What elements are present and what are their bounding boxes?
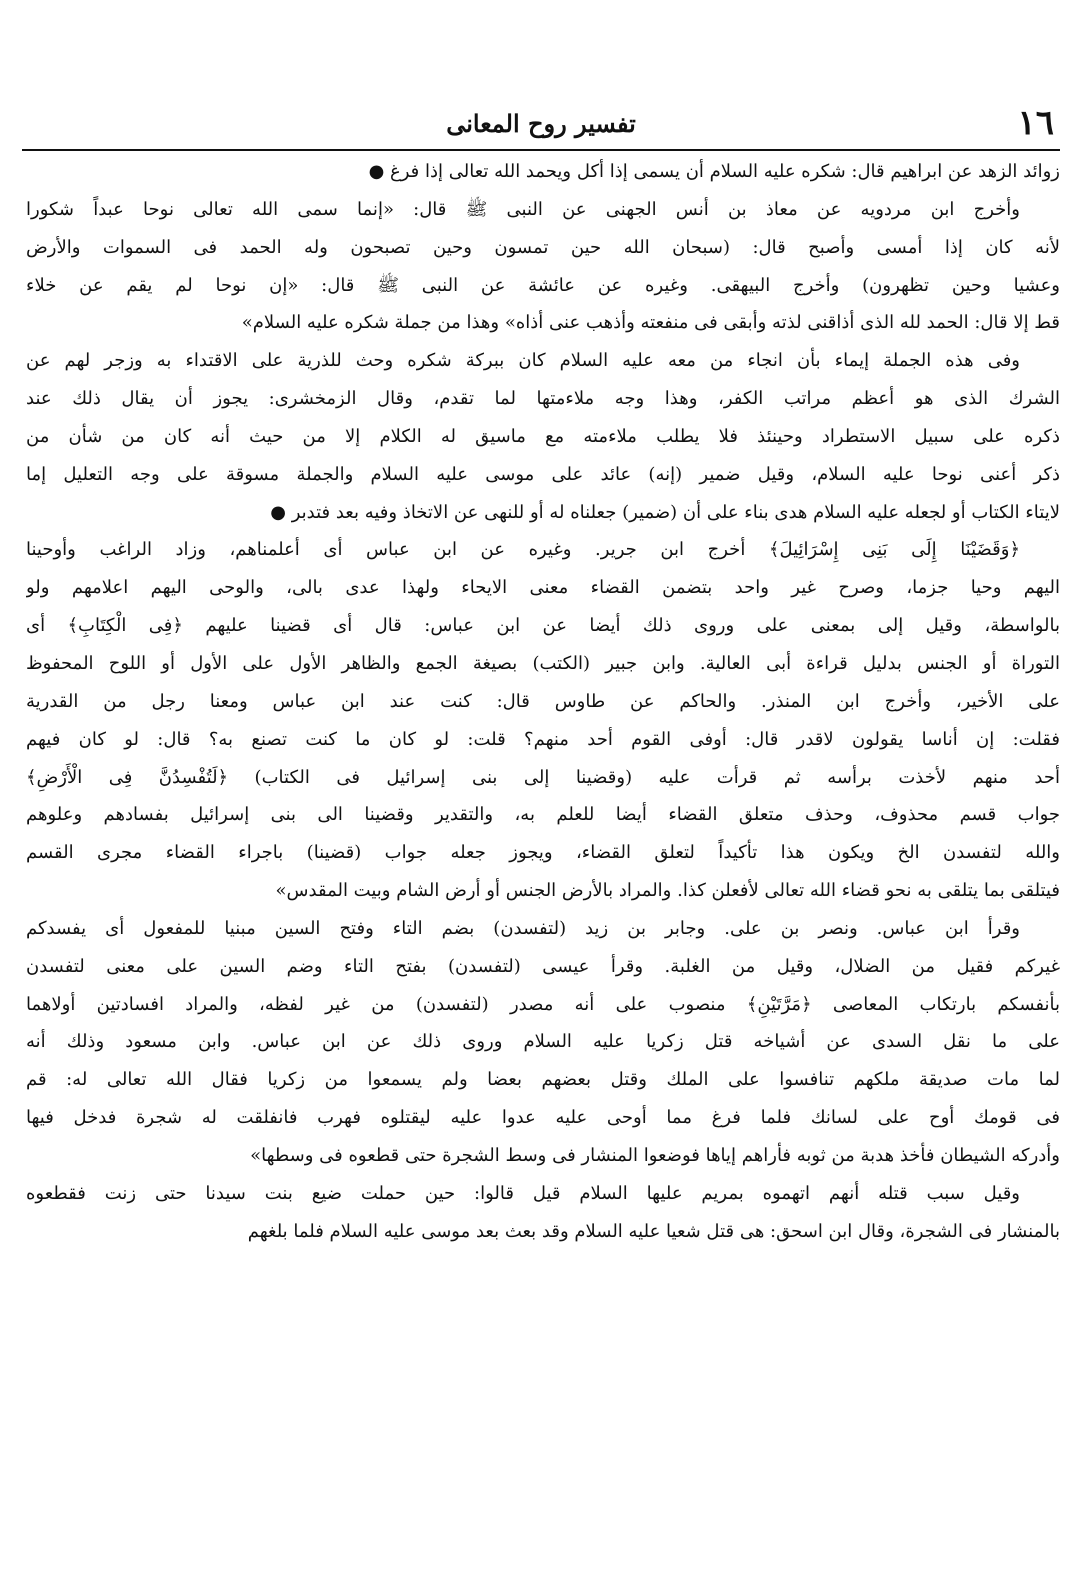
- paragraph: [26, 191, 1060, 342]
- text-line: ذكره على سبيل الاستطراد وحينئذ فلا يطلب ملاءمته مع ماسيق له الكلام إلا من حيث أنه كان من شأن من: [26, 425, 1060, 447]
- text-line: فيتلقى بما يتلقى به نحو قضاء الله تعالى لأفعلن كذا. والمراد بالأرض الجنس أو أرض الشام وبيت المقدس»: [275, 880, 1060, 902]
- header-rule: [22, 149, 1060, 151]
- text-line: وقرأ ابن عباس. ونصر بن على. وجابر بن زيد (لتفسدن) بضم التاء وفتح السين مبنيا للمفعول أى يفسدكم: [26, 917, 1020, 939]
- text-line: التوراة أو الجنس بدليل قراءة أبى العالية. وابن جبير (الكتب) بصيغة الجمع والظاهر الأول على الأول أو اللوح المحفوظ: [26, 652, 1060, 674]
- text-line: وأدركه الشيطان فأخذ هدبة من ثوبه فأراهم إياها فوضعوا المنشار فى وسط الشجرة حتى قطعوه فى وسطها»: [250, 1144, 1060, 1166]
- text-line: غيركم فقيل من الضلال، وقيل من الغلبة. وقرأ عيسى (لتفسدن) بفتح التاء وضم السين على معنى لتفسدن: [26, 955, 1060, 977]
- text-line: زوائد الزهد عن ابراهيم قال: شكره عليه السلام أن يسمى إذا أكل ويحمد الله تعالى إذا فرغ ●: [368, 161, 1060, 182]
- running-title: تفسير روح المعانى: [446, 109, 636, 138]
- text-line: أحد منهم لأخذت برأسه ثم قرأت عليه (وقضينا إلى بنى إسرائيل فى الكتاب) ﴿لَتُفْسِدُنَّ فِى الْأَرْضِ﴾: [26, 766, 1060, 788]
- text-line: فى قومك أوح على لسانك فلما فرغ مما أوحى عليه عدوا عليه ليقتلوه فهرب فانفلقت له شجرة فدخل فيها: [26, 1107, 1060, 1129]
- text-line: بأنفسكم بارتكاب المعاصى ﴿مَرَّتَيْنِ﴾ منصوب على أنه مصدر (لتفسدن) من غير لفظه، والمراد افسادتين أولاهما: [26, 993, 1060, 1015]
- text-line: جواب قسم محذوف، وحذف متعلق القضاء أيضا للعلم به، والتقدير وقضينا الى بنى إسرائيل بفسادهم وعلوهم: [26, 804, 1060, 826]
- body-text: [26, 153, 1060, 1250]
- text-line: الشرك الذى هو أعظم مراتب الكفر، وهذا وجه ملاءمتها لما تقدم، وقال الزمخشرى: يجوز أن يقال ذلك عند: [26, 388, 1060, 410]
- text-line: لما مات صديقة ملكهم تنافسوا على الملك وقتل بعضهم بعضا ولم يسمعوا من زكريا فقال الله تعالى له: قم: [26, 1069, 1060, 1091]
- text-line: وأخرج ابن مردويه عن معاذ بن أنس الجهنى عن النبى ﷺ قال: «إنما سمى الله تعالى نوحا عبداً شكورا: [26, 198, 1020, 220]
- text-line: على الأخير، وأخرج ابن المنذر. والحاكم عن طاوس قال: كنت عند ابن عباس ومعنا رجل من القدرية: [26, 690, 1060, 712]
- paragraph: [26, 342, 1060, 531]
- page-header: [22, 100, 1060, 148]
- paragraph: [26, 153, 1060, 191]
- text-line: لأنه كان إذا أمسى وأصبح قال: (سبحان الله حين تمسون وحين تصبحون وله الحمد فى السموات والأرض: [26, 236, 1060, 258]
- text-line: لايتاء الكتاب أو لجعله عليه السلام هدى بناء على أن (ضمير) جعلناه له أو للنهى عن الاتخاذ وفيه بعد فتدبر ●: [270, 501, 1060, 523]
- text-line: ﴿وَقَضَيْنَا إِلَى بَنِى إِسْرَائِيلَ﴾ أخرج ابن جرير. وغيره عن ابن عباس أى أعلمناهم، وزاد الراغب وأوحينا: [26, 539, 1020, 561]
- page-number: ١٦: [1017, 103, 1054, 143]
- text-line: بالمنشار فى الشجرة، وقال ابن اسحق: هى قتل شعيا عليه السلام وقد بعث بعد موسى عليه السلام فلما بلغهم: [247, 1220, 1060, 1242]
- text-line: قط إلا قال: الحمد لله الذى أذاقنى لذته وأبقى فى منفعته وأذهب عنى أذاه» وهذا من جملة شكره عليه السلام»: [241, 312, 1060, 334]
- paragraph: [26, 910, 1060, 1175]
- text-line: على ما نقل السدى عن أشياخه قتل زكريا عليه السلام وروى ذلك عن ابن عباس. وابن مسعود وذلك أنه: [26, 1031, 1060, 1053]
- text-line: فقلت: إن أناسا يقولون لاقدر قال: أوفى القوم أحد منهم؟ قلت: لو كان ما كنت تصنع به؟ قال: لو كان فيهم: [26, 728, 1060, 750]
- text-line: والله لتفسدن الخ ويكون هذا تأكيداً لتعلق القضاء، ويجوز جعله جواب (قضينا) باجراء القضاء مجرى القسم: [26, 842, 1060, 864]
- text-line: ذكر أعنى نوحا عليه السلام، وقيل ضمير (إنه) عائد على موسى عليه السلام والجملة مسوقة على وجه التعليل إما: [26, 463, 1060, 485]
- text-line: وقيل سبب قتله أنهم اتهموه بمريم عليها السلام قيل قالوا: حين حملت ضيع بنت سيدنا حتى زنت فقطعوه: [26, 1182, 1020, 1204]
- paragraph: [26, 1175, 1060, 1251]
- text-line: بالواسطة، وقيل إلى بمعنى على وروى ذلك أيضا عن ابن عباس: قال أى قضينا عليهم ﴿فِى الْكِتَابِ﴾ أى: [26, 615, 1060, 637]
- text-line: وعشيا وحين تظهرون) وأخرج البيهقى. وغيره عن عائشة عن النبى ﷺ قال: «إن نوحا لم يقم عن خلاء: [26, 274, 1060, 296]
- text-line: اليهم وحيا جزما، وصرح غير واحد بتضمن القضاء معنى الايحاء ولهذا عدى بالى، والوحى اليهم اعلامهم ولو: [26, 577, 1060, 599]
- paragraph: [26, 531, 1060, 909]
- text-line: وفى هذه الجملة إيماء بأن انجاء من معه عليه السلام كان ببركة شكره وحث للذرية على الاقتداء به وزجر لهم عن: [26, 350, 1020, 372]
